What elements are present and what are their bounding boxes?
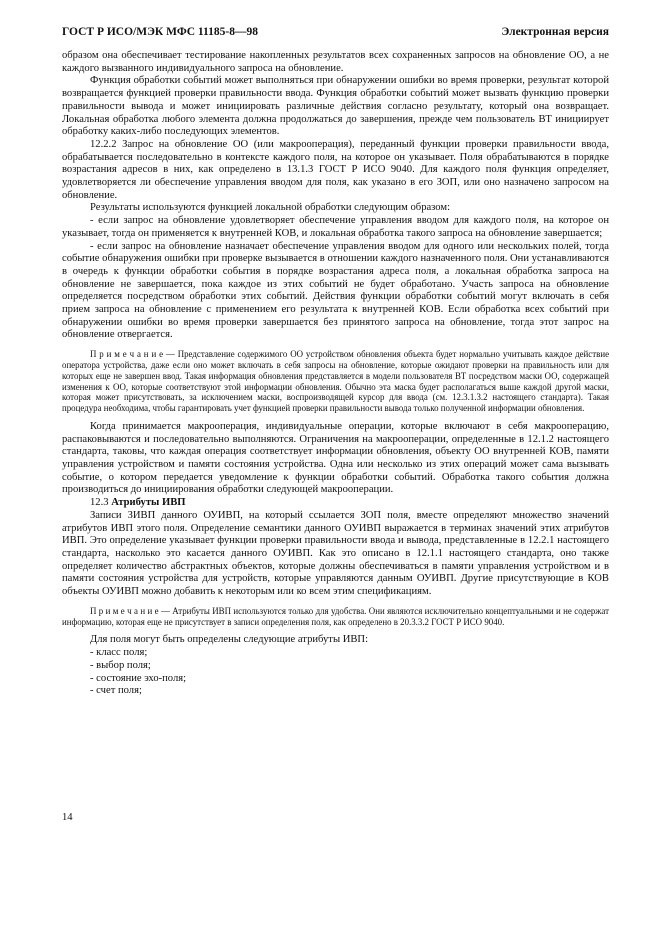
- list-item: - класс поля;: [90, 647, 148, 659]
- note-text: Атрибуты ИВП используются только для удобства. Они являются исключительно концептуальными и не содержат информацию, которая еще не присутствует в записи определения поля, как определено в 20.3.3.2 ГОСТ Р ИСО 9040.: [62, 605, 609, 627]
- section-heading: [62, 497, 609, 510]
- list-item: - если запрос на обновление удовлетворяет обеспечение управления вводом для каждого поля, на которое он указывает, тогда он применяется к внутренней КОВ, и локальная обработка такого запроса на обновление завершается;: [62, 215, 609, 239]
- note-label: П р и м е ч а н и е —: [90, 605, 170, 616]
- note-label: П р и м е ч а н и е —: [90, 349, 175, 360]
- paragraph: Когда принимается макрооперация, индивидуальные операции, которые включают в себя макрооперацию, распаковываются и последовательно выполняются. Ограничения на макрооперации, определенные в 12.1.2 настоящего стандарта, таковы, что каждая операция соответствует информации обновления, объекту ОО внутренней КОВ, памяти управления устройством и памяти состояния устройства. Одна или несколько из этих операций может сама вызывать событие, о котором передается уведомление к функции обработки событий. Обработка такого события должна производиться до инициирования обработки следующей макрооперации.: [62, 420, 609, 496]
- paragraph: Для поля могут быть определены следующие атрибуты ИВП:: [90, 634, 369, 646]
- paragraph: Результаты используются функцией локальной обработки следующим образом:: [90, 202, 451, 214]
- list-item: - состояние эхо-поля;: [90, 672, 187, 684]
- section-number: 12.3: [90, 497, 109, 509]
- paragraph: образом она обеспечивает тестирование накопленных результатов всех сохраненных запросов на обновление ОО, а не каждого вызванного индивидуального запроса на обновление.: [62, 50, 609, 74]
- paragraph: Функция обработки событий может выполняться при обнаружении ошибки во время проверки, результат которой возвращается функцией проверки правильности ввода. Функция обработки событий может вызвать функцию проверки правильности вывода и может инициировать различные действия согласно результату, который она возвращает. Локальная обработка любого элемента должна продолжаться до завершения, прежде чем пользователь ВТ инициирует обработку каких-либо последующих элементов.: [62, 75, 609, 138]
- page-number: 14: [62, 812, 73, 823]
- section-title: Атрибуты ИВП: [111, 497, 186, 509]
- list-item: - выбор поля;: [90, 659, 151, 671]
- page-body: [62, 50, 609, 698]
- paragraph: 12.2.2 Запрос на обновление ОО (или макрооперация), переданный функции проверки правильности ввода, обрабатывается последовательно в контексте каждого поля, на которое он указывает. Поля обрабатываются в порядке возрастания адресов в них, как определено в 13.1.3 ГОСТ Р ИСО 9040. Для каждого поля функция определяет, удовлетворяется ли обеспечение управления вводом для поля, как указано в его ЗОП, или оно назначено запросом на обновление.: [62, 138, 609, 201]
- standard-designation: ГОСТ Р ИСО/МЭК МФС 11185-8—98: [62, 26, 258, 38]
- note: [62, 606, 609, 628]
- note-text: Представление содержимого ОО устройством обновления объекта будет нормально учитывать каждое действие оператора устройства, даже если оно может включать в себя запросы на обновление, которые ожидают проверки на правильность или для которых еще не завершен ввод. Такая информация обновления представляется в модели пользователя ВТ посредством маски ОО, содержащей изменения к ОО, которые соответствуют этой информации обновления. Обычно эта маска будет располагаться выше каждой другой маски, которая может присутствовать, за исключением маски, воспроизводящей курсор для ввода (см. 12.3.1.3.2 настоящего стандарта). Такая процедура необходима, чтобы гарантировать учет функцией проверки правильности вывода только полученной информации обновления.: [62, 349, 610, 414]
- note: [62, 349, 609, 414]
- edition-label: Электронная версия: [501, 26, 609, 38]
- page-header: [62, 26, 609, 42]
- list-item: - если запрос на обновление назначает обеспечение управления вводом для одного или нескольких полей, тогда событие обнаружения ошибки при проверке вызывается в отношении каждого назначенного поля. Они устанавливаются в очередь к функции обработки события в порядке возрастания адреса поля, а локальная обработка запроса на обновление не завершается, пока каждое из этих событий не будет обработано. Участь запроса на обновление определяется посредством обработки этих событий. Действия функции обработки событий могут включать в себя прием запроса на обновление с применением его результата к внутренней КОВ. Если обработка всех событий при обнаружении ошибки во время проверки завершается без принятого запроса на обновление, тогда этот запрос на обновление отвергается.: [62, 240, 609, 341]
- paragraph: Записи ЗИВП данного ОУИВП, на который ссылается ЗОП поля, вместе определяют множество значений атрибутов ИВП этого поля. Определение семантики данного ОУИВП выражается в терминах значений этих атрибутов ИВП. Это определение указывает функции проверки правильности ввода и вывода, представленные в 12.2.1 настоящего стандарта, насколько это касается данного ОУИВП. Как это описано в 12.1.1 настоящего стандарта, оно также определяет количество абстрактных объектов, которые должны обеспечиваться в памяти управления устройством и в памяти состояния устройства для устройств, которые управляются данным ОУИВП. Другие присутствующие в КОВ объекты ОУИВП можно добавить к некоторым или ко всем этим спецификациям.: [62, 509, 609, 598]
- list-item: - счет поля;: [90, 685, 142, 697]
